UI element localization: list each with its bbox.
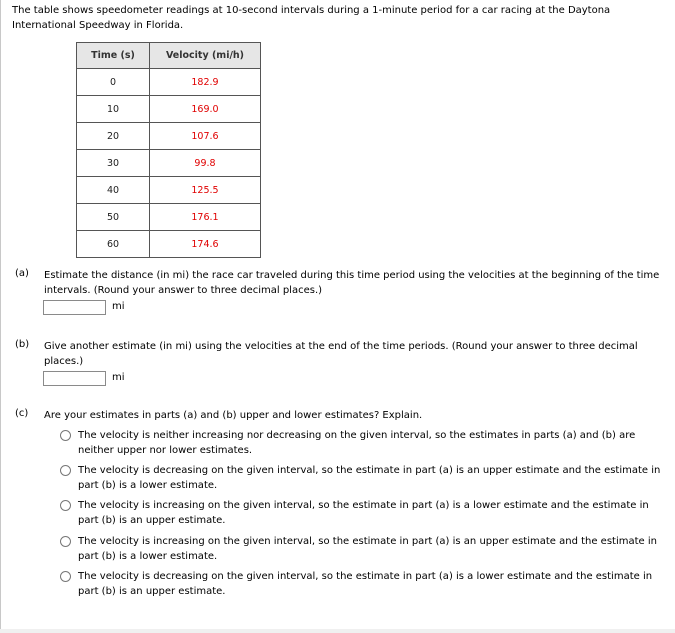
- speed-table: [76, 42, 261, 258]
- option-text: The velocity is increasing on the given interval, so the estimate in part (a) is a lower estimate and the estimate in part (b) is an upper estimate.: [78, 500, 649, 526]
- time-cell: 40: [77, 177, 150, 204]
- velocity-cell: 174.6: [150, 231, 261, 258]
- time-cell: 60: [77, 231, 150, 258]
- part-b-unit: mi: [112, 372, 125, 383]
- velocity-column-header: Velocity (mi/h): [150, 43, 261, 69]
- part-a-label: (a): [15, 268, 29, 279]
- page-left-border: [0, 0, 1, 633]
- time-cell: 10: [77, 96, 150, 123]
- radio-button-icon[interactable]: [60, 500, 71, 511]
- table-header-row: [77, 43, 261, 69]
- part-b-answer-input[interactable]: [43, 371, 106, 386]
- option-text: The velocity is decreasing on the given interval, so the estimate in part (a) is an upper estimate and the estimate in part (b) is a lower estimate.: [78, 465, 661, 491]
- part-c-question: Are your estimates in parts (a) and (b) upper and lower estimates? Explain.: [44, 410, 423, 421]
- table-row: [77, 231, 261, 258]
- table-row: [77, 150, 261, 177]
- radio-button-icon[interactable]: [60, 430, 71, 441]
- velocity-cell: 107.6: [150, 123, 261, 150]
- velocity-cell: 125.5: [150, 177, 261, 204]
- radio-button-icon[interactable]: [60, 571, 71, 582]
- option-text: The velocity is decreasing on the given interval, so the estimate in part (a) is a lower estimate and the estimate in part (b) is an upper estimate.: [78, 571, 653, 597]
- option-text: The velocity is increasing on the given interval, so the estimate in part (a) is an upper estimate and the estimate in part (b) is a lower estimate.: [78, 536, 657, 562]
- velocity-cell: 99.8: [150, 150, 261, 177]
- part-c-label: (c): [15, 408, 29, 419]
- time-cell: 20: [77, 123, 150, 150]
- part-a-answer-input[interactable]: [43, 300, 106, 315]
- problem-intro: The table shows speedometer readings at 10-second intervals during a 1-minute period for a car racing at the Daytona International Speedway in Florida.: [12, 5, 611, 31]
- part-b-label: (b): [15, 339, 30, 350]
- part-a-question: Estimate the distance (in mi) the race car traveled during this time period using the velocities at the beginning of the time intervals. (Round your answer to three decimal places.): [44, 270, 660, 296]
- table-row: [77, 204, 261, 231]
- time-cell: 0: [77, 69, 150, 96]
- part-a-unit: mi: [112, 301, 125, 312]
- table-row: [77, 123, 261, 150]
- time-cell: 30: [77, 150, 150, 177]
- page-bottom-border: [0, 629, 675, 633]
- option-text: The velocity is neither increasing nor decreasing on the given interval, so the estimates in parts (a) and (b) are neither upper nor lower estimates.: [78, 430, 636, 456]
- table-row: [77, 96, 261, 123]
- radio-button-icon[interactable]: [60, 536, 71, 547]
- velocity-cell: 182.9: [150, 69, 261, 96]
- time-column-header: Time (s): [77, 43, 150, 69]
- time-cell: 50: [77, 204, 150, 231]
- table-row: [77, 69, 261, 96]
- table-row: [77, 177, 261, 204]
- velocity-cell: 169.0: [150, 96, 261, 123]
- velocity-cell: 176.1: [150, 204, 261, 231]
- part-b-question: Give another estimate (in mi) using the velocities at the end of the time periods. (Round your answer to three decimal places.): [44, 341, 638, 367]
- radio-button-icon[interactable]: [60, 465, 71, 476]
